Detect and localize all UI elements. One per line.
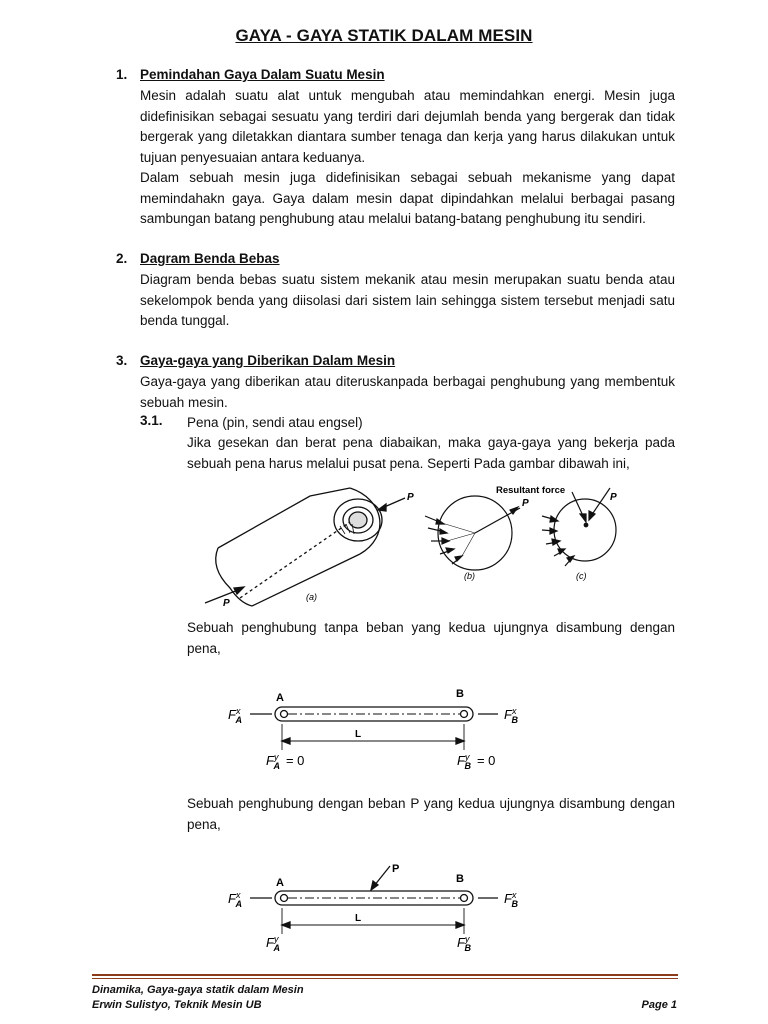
section-1-number: 1. (116, 67, 128, 82)
link2-pin-a (281, 895, 288, 902)
link2-end-b-label: B (456, 873, 464, 885)
link2-fax-label: $F^x$ A (228, 890, 242, 909)
section-2-heading: Dagram Benda Bebas (140, 251, 280, 266)
section-2-number: 2. (116, 251, 128, 266)
section-1-heading: Pemindahan Gaya Dalam Suatu Mesin (140, 67, 385, 82)
subsection-heading: Pena (pin, sendi atau engsel) (187, 415, 363, 430)
link2-fby-label: $F^y$ B (457, 934, 471, 953)
section-1-paragraph-1: Mesin adalah suatu alat untuk mengubah atau memindahkan energi. Mesin juga didefinisikan sebagai sesuatu yang terdiri dari dejumlah benda yang bergerak dan tidak bergerak yang diletakkan diantara sumber tenaga dan kerja yang harus dilakukan untuk tujuan penyesuaian antara keduanya. (140, 88, 675, 165)
section-3-number: 3. (116, 353, 128, 368)
footer-author: Erwin Sulistyo, Teknik Mesin UB (92, 999, 262, 1011)
pin-force-label-c: P (610, 492, 617, 503)
caption-a: (a) (306, 592, 317, 602)
pin-resultant-forces (542, 488, 616, 566)
pin-force-figure (200, 478, 670, 613)
link1-length-label: L (355, 729, 362, 740)
section-2-paragraph: Diagram benda bebas suatu sistem mekanik atau mesin merupakan suatu benda atau sekelompok benda yang diisolasi dari sistem lain sehingga sistem tersebut menjadi satu benda tunggal. (140, 272, 675, 329)
pin-force-label-a: P (407, 492, 414, 503)
link1-end-b-label: B (456, 688, 464, 700)
link1-fby-label: $F^y$ B = 0 (457, 752, 496, 771)
link1-fay-label: $F^y$ A = 0 (266, 752, 305, 771)
page-title: GAYA - GAYA STATIK DALAM MESIN (235, 26, 533, 45)
pin-force-label-a-bottom: P (223, 598, 230, 609)
caption-c: (c) (576, 571, 587, 581)
link2-fay-label: $F^y$ A (266, 934, 280, 953)
subsection-number: 3.1. (140, 413, 163, 428)
link1-fax-label: $F^x$ A (228, 706, 242, 725)
pin-distributed-forces (425, 496, 520, 570)
link1-fbx-label: $F^x$ B (504, 706, 518, 725)
subsection-paragraph: Jika gesekan dan berat pena diabaikan, maka gaya-gaya yang bekerja pada sebuah pena harus melalui pusat pena. Seperti Pada gambar dibawah ini, (187, 435, 675, 471)
link2-pin-b (461, 895, 468, 902)
footer-course: Dinamika, Gaya-gaya statik dalam Mesin (92, 984, 304, 996)
pin-force-label-b: P (522, 498, 529, 509)
footer-rule (92, 974, 678, 976)
link2-load-label: P (392, 863, 400, 875)
pin-b (461, 711, 468, 718)
link2-end-a-label: A (276, 877, 284, 889)
loaded-link-paragraph: Sebuah penghubung dengan beban P yang kedua ujungnya disambung dengan pena, (187, 796, 675, 832)
pin-a (281, 711, 288, 718)
link2-length-label: L (355, 913, 362, 924)
section-1-paragraph-2: Dalam sebuah mesin juga didefinisikan sebagai sebuah mekanisme yang dapat memindahakn gaya. Gaya dalam mesin dapat dipindahkan melalui berbagai pasang sambungan batang penghubung atau melalui batang-batang penghubung itu sendiri. (140, 170, 675, 227)
unloaded-link-figure (220, 680, 520, 780)
link2-fbx-label: $F^x$ B (504, 890, 518, 909)
footer-rule-thin (92, 978, 678, 979)
pin-link-drawing (205, 488, 405, 606)
footer-page-number: Page 1 (641, 999, 677, 1011)
section-3-heading: Gaya-gaya yang Diberikan Dalam Mesin (140, 353, 396, 368)
caption-b: (b) (464, 571, 475, 581)
link1-end-a-label: A (276, 692, 284, 704)
unloaded-link-paragraph: Sebuah penghubung tanpa beban yang kedua ujungnya disambung dengan pena, (187, 620, 675, 656)
loaded-link-figure (220, 858, 520, 958)
section-3-paragraph: Gaya-gaya yang diberikan atau diteruskanpada berbagai penghubung yang membentuk sebuah mesin. (140, 374, 675, 410)
resultant-force-label: Resultant force (496, 485, 566, 496)
